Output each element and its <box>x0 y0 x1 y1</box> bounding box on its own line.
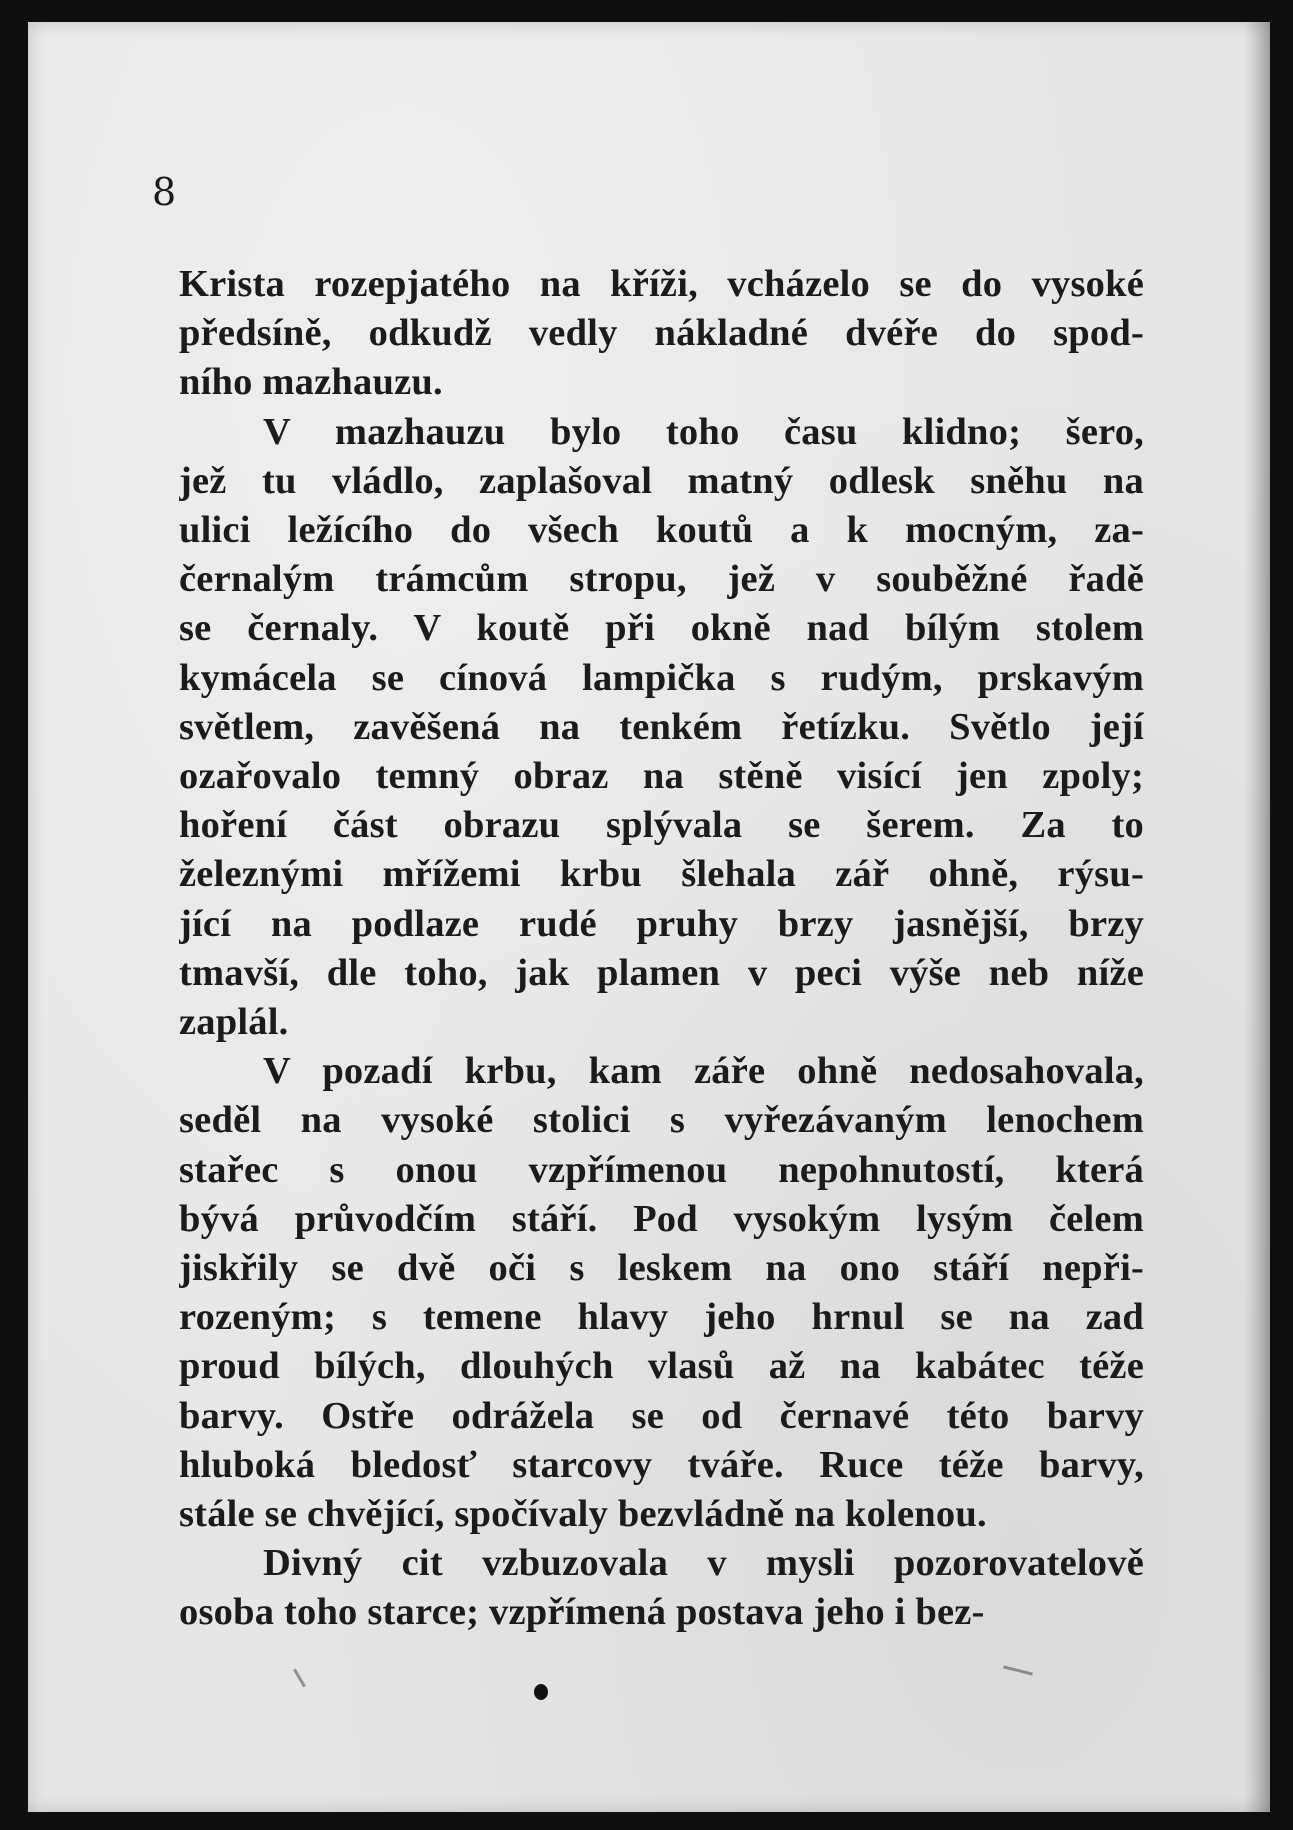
text-line: jiskřily se dvě oči s leskem na ono stáří nepři- <box>179 1247 1144 1290</box>
text-line: ozařovalo temný obraz na stěně visící jen zpoly; <box>179 755 1144 798</box>
text-line: osoba toho starce; vzpřímená postava jeho i bez- <box>179 1591 985 1634</box>
text-line: hoření část obrazu splývala se šerem. Za to <box>179 804 1144 847</box>
text-line: hluboká bledosť starcovy tváře. Ruce téže barvy, <box>179 1443 1144 1486</box>
page-text-body <box>179 260 1144 1638</box>
text-line: tmavší, dle toho, jak plamen v peci výše neb níže <box>179 951 1144 994</box>
text-line: seděl na vysoké stolici s vyřezávaným lenochem <box>179 1099 1144 1142</box>
text-line: V mazhauzu bylo toho času klidno; šero, <box>263 410 1144 453</box>
text-line: jící na podlaze rudé pruhy brzy jasnější, brzy <box>179 902 1144 945</box>
text-line: světlem, zavěšená na tenkém řetízku. Světlo její <box>179 705 1144 748</box>
text-line: černalým trámcům stropu, jež v souběžné řadě <box>179 558 1144 601</box>
text-line: kymácela se cínová lampička s rudým, prskavým <box>179 656 1144 699</box>
text-line: ního mazhauzu. <box>179 361 443 404</box>
page-number: 8 <box>152 170 177 214</box>
book-page <box>28 22 1270 1812</box>
text-line: zaplál. <box>179 1001 289 1044</box>
text-line: Krista rozepjatého na kříži, vcházelo se do vysoké <box>179 263 1144 305</box>
text-line: jež tu vládlo, zaplašoval matný odlesk sněhu na <box>179 459 1144 502</box>
text-line: ulici ležícího do všech koutů a k mocným, za- <box>179 509 1144 552</box>
text-line: stařec s onou vzpřímenou nepohnutostí, která <box>179 1148 1144 1191</box>
text-line: proud bílých, dlouhých vlasů až na kabátec téže <box>179 1345 1144 1388</box>
text-line: stále se chvějící, spočívaly bezvládně na kolenou. <box>179 1493 987 1536</box>
text-line: se černaly. V koutě při okně nad bílým stolem <box>179 607 1144 650</box>
text-line: V pozadí krbu, kam záře ohně nedosahovala, <box>263 1050 1144 1093</box>
page-edge-shadow <box>1244 22 1270 1812</box>
text-line: rozeným; s temene hlavy jeho hrnul se na zad <box>179 1296 1144 1339</box>
text-line: barvy. Ostře odrážela se od černavé této barvy <box>179 1394 1144 1437</box>
ink-blot-mark <box>534 1684 548 1700</box>
text-line: bývá průvodčím stáří. Pod vysokým lysým čelem <box>179 1197 1144 1240</box>
text-line: železnými mřížemi krbu šlehala zář ohně, rýsu- <box>179 853 1144 896</box>
text-line: Divný cit vzbuzovala v mysli pozorovatelově <box>263 1542 1144 1585</box>
text-line: předsíně, odkudž vedly nákladné dvéře do spod- <box>179 312 1144 355</box>
